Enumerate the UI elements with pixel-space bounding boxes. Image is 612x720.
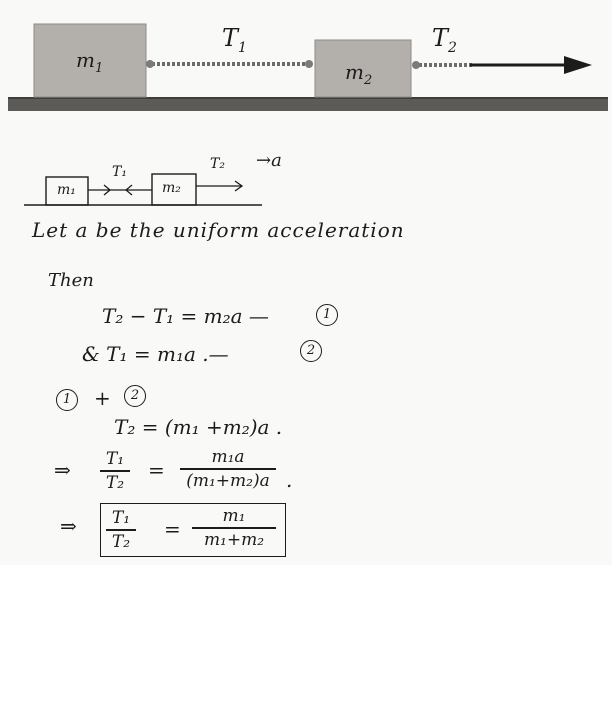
implies-arrow-2: ⇒ bbox=[60, 514, 77, 538]
final-ratio-numerator: T₁ bbox=[111, 508, 131, 528]
final-rhs-bar bbox=[192, 527, 276, 529]
equation-2-tag: 2 bbox=[300, 340, 322, 362]
textbook-figure bbox=[0, 0, 612, 220]
final-ratio-denominator: T₂ bbox=[111, 531, 131, 552]
sketch-m2-label: m₂ bbox=[162, 180, 181, 196]
sum-plus: + bbox=[94, 386, 111, 410]
ratio-fraction bbox=[100, 449, 130, 493]
sum-tag-1: 1 bbox=[56, 389, 78, 411]
final-rhs-numerator: m₁ bbox=[222, 506, 246, 526]
block-m1-label: $m_1$ bbox=[76, 48, 104, 76]
equation-2: & T₁ = m₁a .— bbox=[82, 342, 229, 366]
final-ratio-bar bbox=[106, 529, 136, 531]
rhs-dot: . bbox=[286, 468, 293, 492]
equation-1-tag: 1 bbox=[316, 304, 338, 326]
sketch-t1-label: T₁ bbox=[112, 164, 127, 180]
rope-knot-t2 bbox=[412, 61, 420, 69]
equation-1: T₂ − T₁ = m₂a — bbox=[102, 304, 269, 328]
rhs-numerator: m₁a bbox=[211, 447, 245, 467]
intro-line: Let a be the uniform acceleration bbox=[32, 218, 405, 242]
ratio-numerator: T₁ bbox=[105, 449, 125, 469]
block-m2-label: $m_2$ bbox=[345, 60, 373, 88]
floor-surface bbox=[8, 97, 608, 111]
ratio-denominator: T₂ bbox=[105, 472, 125, 493]
rope-knot-left bbox=[146, 60, 154, 68]
final-ratio-fraction bbox=[106, 508, 136, 552]
force-arrow-head bbox=[564, 56, 592, 74]
tension-t2-label: $T_2$ bbox=[432, 24, 457, 56]
rhs-fraction bbox=[180, 447, 276, 491]
final-rhs-denominator: m₁+m₂ bbox=[203, 529, 265, 550]
rhs-denominator: (m₁+m₂)a bbox=[186, 470, 270, 491]
sketch-t2-label: T₂ bbox=[210, 156, 225, 172]
final-rhs-fraction bbox=[192, 506, 276, 550]
then-label: Then bbox=[48, 270, 94, 291]
ratio-bar bbox=[100, 470, 130, 472]
sum-tag-2: 2 bbox=[124, 385, 146, 407]
final-equals: = bbox=[164, 517, 181, 541]
implies-arrow-1: ⇒ bbox=[54, 458, 71, 482]
tension-t1-label: $T_1$ bbox=[222, 24, 247, 56]
rope-knot-right bbox=[305, 60, 313, 68]
rhs-bar bbox=[180, 468, 276, 470]
sketch-acceleration-label: →a bbox=[256, 150, 282, 171]
equation-3: T₂ = (m₁ +m₂)a . bbox=[114, 415, 283, 439]
sketch-m1-label: m₁ bbox=[57, 182, 76, 198]
ratio-equals: = bbox=[148, 458, 165, 482]
